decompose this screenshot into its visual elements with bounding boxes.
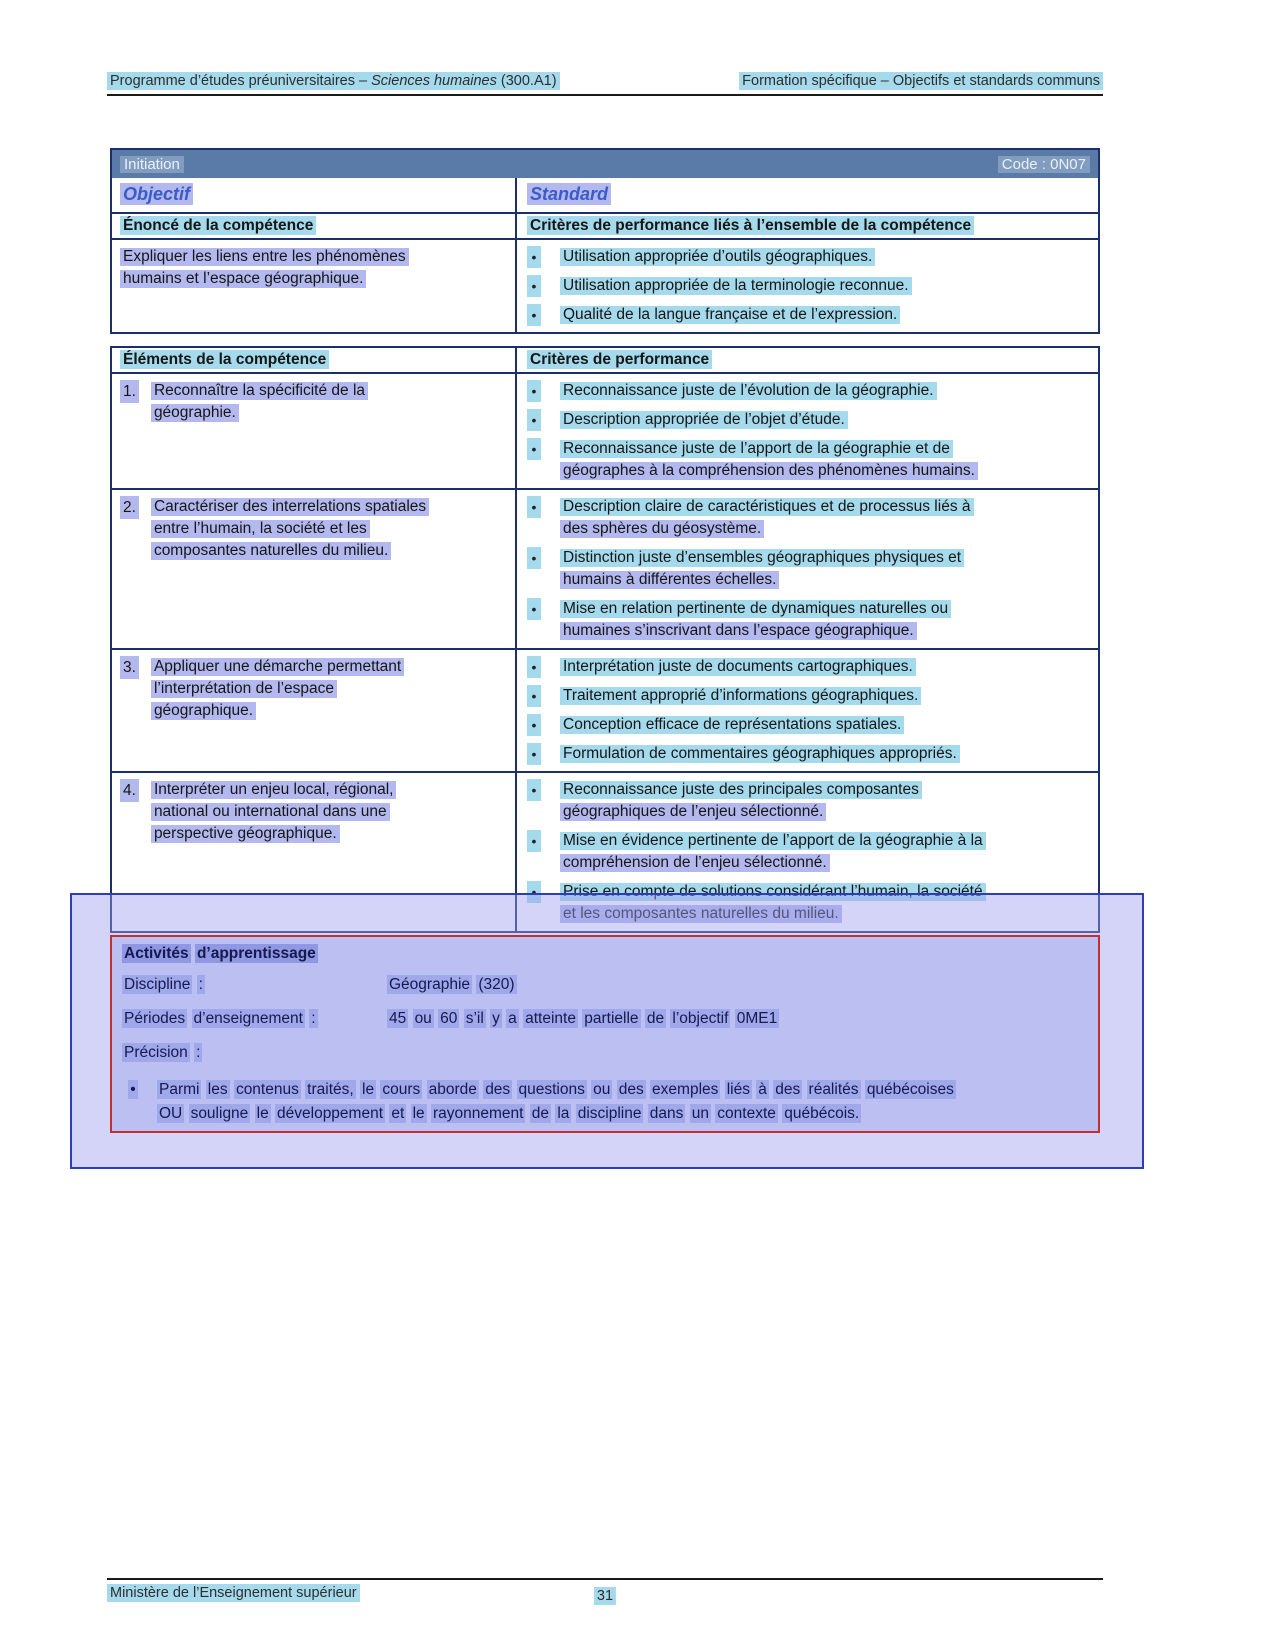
competence-criteria-cell — [515, 240, 1098, 332]
criterion — [527, 304, 1094, 326]
bullet-icon: • — [527, 598, 541, 620]
competence-right-header: Critères de performance liés à l’ensemble de la compétence — [527, 216, 974, 235]
title-bar-code: Code : 0N07 — [998, 156, 1090, 173]
precision-label: Précision : — [124, 1044, 201, 1061]
element-number: 1. — [120, 380, 139, 403]
bullet-icon: • — [527, 714, 541, 736]
criterion-line: Reconnaissance juste de l’évolution de la géographie. — [560, 382, 937, 400]
activities-bullet-line: OU souligne le développement et le rayonnement de la discipline dans un contexte québécois. — [159, 1105, 860, 1122]
criterion-line: Description claire de caractéristiques et de processus liés à — [560, 498, 974, 516]
periods-row — [122, 1008, 1088, 1030]
criterion-line: humains à différentes échelles. — [560, 571, 779, 589]
activities-box — [110, 935, 1100, 1133]
statement-line: Expliquer les liens entre les phénomènes — [120, 248, 409, 266]
bullet-icon: • — [527, 830, 541, 852]
elements-right-header: Critères de performance — [527, 350, 712, 369]
criterion — [527, 779, 1094, 823]
criterion — [527, 714, 1094, 736]
criterion-line: Reconnaissance juste de l’apport de la géographie et de — [560, 440, 953, 458]
element-number: 4. — [120, 779, 139, 802]
element-line: composantes naturelles du milieu. — [151, 542, 391, 560]
bullet-icon: • — [130, 1081, 136, 1098]
criterion-line: Traitement approprié d’informations géographiques. — [560, 687, 921, 705]
annotation-overlay — [70, 893, 1144, 1169]
content-column — [110, 148, 1100, 933]
criterion-line: géographiques de l’enjeu sélectionné. — [560, 803, 826, 821]
element-cell — [112, 374, 515, 488]
criterion — [527, 380, 1094, 402]
element-number: 3. — [120, 656, 139, 679]
criterion — [527, 438, 1094, 482]
element-line: national ou international dans une — [151, 803, 390, 821]
header-right-text: Formation spécifique – Objectifs et standards communs — [739, 72, 1103, 90]
criterion-line: Mise en relation pertinente de dynamiques naturelles ou — [560, 600, 951, 618]
periods-label: Périodes d’enseignement : — [124, 1010, 316, 1027]
header-left-text — [107, 72, 560, 90]
criterion-line: Qualité de la langue française et de l’expression. — [560, 306, 900, 324]
criterion-line: compréhension de l’enjeu sélectionné. — [560, 854, 830, 872]
element-line: géographique. — [151, 702, 256, 720]
bullet-icon: • — [527, 304, 541, 326]
objective-standard-block — [110, 148, 1100, 334]
criterion-line: Formulation de commentaires géographiques appropriés. — [560, 745, 960, 763]
activities-title: Activités d’apprentissage — [124, 945, 316, 962]
bullet-icon: • — [527, 380, 541, 402]
discipline-value: Géographie (320) — [389, 976, 515, 993]
bullet-icon: • — [527, 779, 541, 801]
element-row-3 — [112, 648, 1098, 771]
competence-header-row — [112, 212, 1098, 238]
objectif-cell — [112, 178, 515, 212]
criterion-line: Prise en compte de solutions considérant l’humain, la société — [560, 883, 986, 901]
criterion-line: Interprétation juste de documents cartographiques. — [560, 658, 916, 676]
criteria-cell — [515, 374, 1098, 488]
elements-left-header: Éléments de la compétence — [120, 350, 329, 369]
precision-row — [122, 1042, 1088, 1064]
criteria-cell — [515, 650, 1098, 771]
element-line: Reconnaître la spécificité de la — [151, 382, 368, 400]
elements-header-row — [112, 348, 1098, 372]
criterion-line: Mise en évidence pertinente de l’apport de la géographie à la — [560, 832, 986, 850]
criterion-line: géographes à la compréhension des phénomènes humains. — [560, 462, 978, 480]
criterion-line: Utilisation appropriée de la terminologie reconnue. — [560, 277, 912, 295]
footer-left-text: Ministère de l’Enseignement supérieur — [107, 1584, 360, 1602]
criterion — [527, 496, 1094, 540]
criterion — [527, 275, 1094, 297]
title-bar — [112, 150, 1098, 178]
criterion — [527, 656, 1094, 678]
element-line: Interpréter un enjeu local, régional, — [151, 781, 397, 799]
objectif-label: Objectif — [120, 183, 193, 205]
criterion — [527, 246, 1094, 268]
activities-bullet-line: Parmi les contenus traités, le cours aborde des questions ou des exemples liés à des réalités québécoises — [159, 1081, 954, 1098]
competence-left-header-cell — [112, 214, 515, 238]
criterion-line: humaines s’inscrivant dans l’espace géographique. — [560, 622, 917, 640]
bullet-icon: • — [527, 656, 541, 678]
criterion — [527, 547, 1094, 591]
element-number: 2. — [120, 496, 139, 519]
statement-line: humains et l’espace géographique. — [120, 270, 366, 288]
element-row-1 — [112, 372, 1098, 488]
criterion-line: Reconnaissance juste des principales composantes — [560, 781, 922, 799]
elements-block — [110, 346, 1100, 933]
standard-label: Standard — [527, 183, 611, 205]
page-number: 31 — [594, 1587, 616, 1605]
standard-cell — [515, 178, 1098, 212]
criterion-line: des sphères du géosystème. — [560, 520, 764, 538]
criterion — [527, 743, 1094, 765]
element-line: entre l’humain, la société et les — [151, 520, 370, 538]
document-footer — [107, 1578, 1103, 1604]
bullet-icon: • — [527, 685, 541, 707]
bullet-icon: • — [527, 275, 541, 297]
criterion — [527, 685, 1094, 707]
bullet-icon: • — [527, 438, 541, 460]
criterion — [527, 830, 1094, 874]
elements-right-header-cell — [515, 348, 1098, 372]
competence-right-header-cell — [515, 214, 1098, 238]
element-line: l’interprétation de l’espace — [151, 680, 337, 698]
activities-bullet — [122, 1078, 1088, 1126]
header-left-suffix: (300.A1) — [496, 73, 557, 89]
element-line: Caractériser des interrelations spatiales — [151, 498, 429, 516]
header-left-italic: Sciences humaines — [371, 73, 497, 89]
criteria-cell — [515, 490, 1098, 648]
element-line: géographie. — [151, 404, 239, 422]
element-cell — [112, 490, 515, 648]
criterion — [527, 598, 1094, 642]
element-cell — [112, 650, 515, 771]
element-line: perspective géographique. — [151, 825, 340, 843]
competence-left-header: Énoncé de la compétence — [120, 216, 316, 235]
criterion-line: Description appropriée de l’objet d’étude. — [560, 411, 848, 429]
competence-statement-cell — [112, 240, 515, 332]
bullet-icon: • — [527, 881, 541, 903]
discipline-label: Discipline : — [124, 976, 203, 993]
bullet-icon: • — [527, 409, 541, 431]
document-header — [107, 72, 1103, 96]
discipline-row — [122, 974, 1088, 996]
criterion-line: Distinction juste d’ensembles géographiques physiques et — [560, 549, 964, 567]
header-left-prefix: Programme d’études préuniversitaires – — [110, 73, 372, 89]
criterion-line: et les composantes naturelles du milieu. — [560, 905, 842, 923]
bullet-icon: • — [527, 743, 541, 765]
elements-left-header-cell — [112, 348, 515, 372]
criterion-line: Utilisation appropriée d’outils géographiques. — [560, 248, 875, 266]
element-row-2 — [112, 488, 1098, 648]
element-line: Appliquer une démarche permettant — [151, 658, 404, 676]
bullet-icon: • — [527, 246, 541, 268]
title-bar-title: Initiation — [120, 156, 184, 173]
bullet-icon: • — [527, 496, 541, 518]
competence-body-row — [112, 238, 1098, 332]
criterion-line: Conception efficace de représentations spatiales. — [560, 716, 904, 734]
criterion — [527, 409, 1094, 431]
bullet-icon: • — [527, 547, 541, 569]
objectif-standard-row — [112, 178, 1098, 212]
periods-value: 45 ou 60 s’il y a atteinte partielle de l’objectif 0ME1 — [389, 1010, 778, 1027]
